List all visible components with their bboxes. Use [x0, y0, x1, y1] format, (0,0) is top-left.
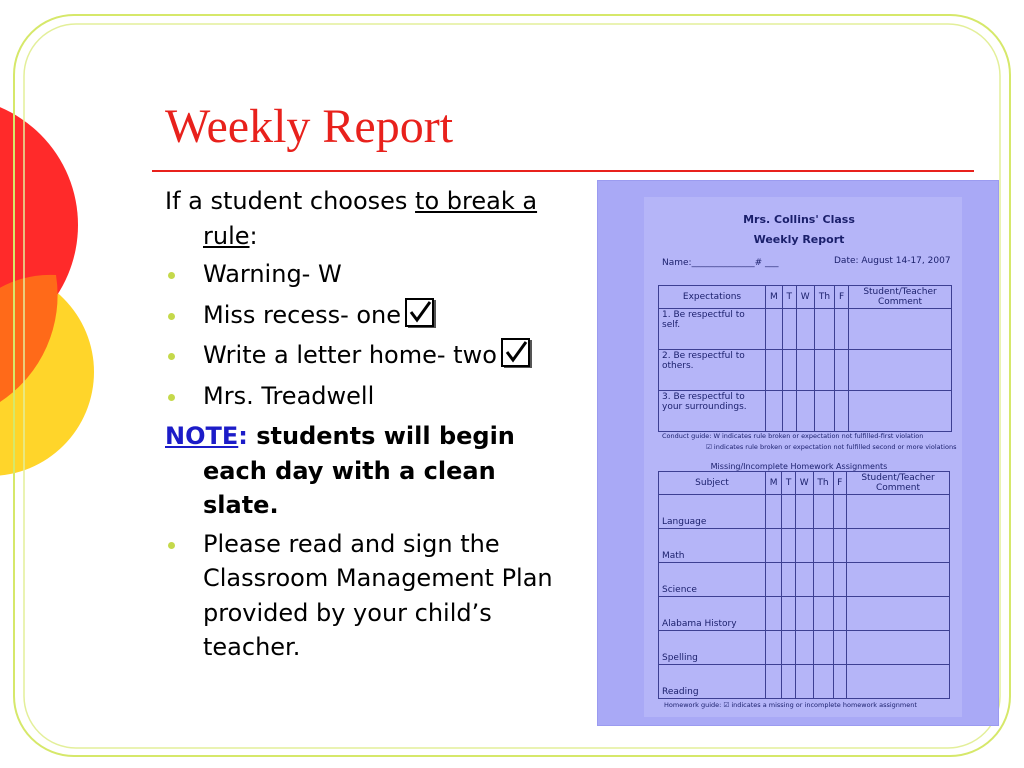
- form-class-title: Mrs. Collins' Class: [743, 213, 855, 226]
- form-name-field: Name:______________# ___: [662, 258, 779, 268]
- subject-cell: Reading: [659, 665, 766, 699]
- header-cell: W: [796, 286, 814, 309]
- table-row: [659, 631, 950, 665]
- conduct-guide: [662, 431, 956, 453]
- header-cell: F: [835, 286, 849, 309]
- checkbox-icon: [500, 338, 534, 370]
- weekly-report-form-image: [597, 180, 999, 726]
- bullet-miss-recess: [165, 298, 555, 333]
- slide-title: Weekly Report: [165, 100, 454, 153]
- bullet-text: Write a letter home- two: [203, 341, 497, 369]
- note-label: NOTE: [165, 422, 239, 450]
- bullet-warning: [165, 257, 555, 292]
- bullet-text: Miss recess- one: [203, 300, 402, 329]
- conduct-guide-line: ☑ indicates rule broken or expectation not fulfilled second or more violations: [706, 443, 957, 451]
- header-cell: Subject: [659, 472, 766, 495]
- missing-homework-heading: Missing/Incomplete Homework Assignments: [710, 462, 888, 471]
- expectations-table: [658, 285, 952, 432]
- homework-table: [658, 471, 950, 699]
- table-row: [659, 350, 952, 391]
- header-cell: Th: [813, 472, 833, 495]
- header-cell: Student/Teacher Comment: [847, 472, 950, 495]
- form-report-title: Weekly Report: [753, 233, 845, 246]
- header-cell: F: [833, 472, 846, 495]
- header-cell: M: [766, 472, 782, 495]
- table-row: [659, 309, 952, 350]
- intro-underlined: to break a rule: [203, 187, 538, 250]
- subject-cell: Spelling: [659, 631, 766, 665]
- note-paragraph: [165, 419, 555, 523]
- header-cell: Student/Teacher Comment: [849, 286, 952, 309]
- header-cell: M: [766, 286, 783, 309]
- expectation-cell: 1. Be respectful to self.: [659, 309, 766, 350]
- header-cell: Th: [814, 286, 835, 309]
- header-cell: T: [782, 286, 796, 309]
- subject-cell: Science: [659, 563, 766, 597]
- bullet-text: Warning- W: [203, 260, 342, 288]
- table-row: [659, 665, 950, 699]
- checkbox-icon: [404, 298, 438, 330]
- subject-cell: Language: [659, 495, 766, 529]
- homework-guide: Homework guide: ☑ indicates a missing or incomplete homework assignment: [664, 701, 917, 709]
- conduct-guide-line: Conduct guide: W indicates rule broken or expectation not fulfilled-first violation: [662, 432, 924, 440]
- table-row: [659, 495, 950, 529]
- header-cell: T: [782, 472, 796, 495]
- intro-paragraph: [165, 184, 555, 253]
- bullet-text: Please read and sign the Classroom Management Plan provided by your child’s teacher.: [203, 529, 553, 661]
- note-text: students will begin each day with a clean slate.: [203, 422, 515, 519]
- expectation-cell: 3. Be respectful to your surroundings.: [659, 391, 766, 432]
- title-underline: [152, 170, 974, 172]
- table-row: [659, 597, 950, 631]
- intro-suffix: :: [249, 221, 258, 250]
- bullet-sign-plan: [165, 527, 555, 665]
- bullet-text: Mrs. Treadwell: [203, 381, 375, 410]
- note-colon: :: [238, 422, 248, 450]
- form-date-field: Date: August 14-17, 2007: [834, 256, 951, 266]
- subject-cell: Alabama History: [659, 597, 766, 631]
- table-header-row: [659, 286, 952, 309]
- table-header-row: [659, 472, 950, 495]
- table-row: [659, 529, 950, 563]
- expectation-cell: 2. Be respectful to others.: [659, 350, 766, 391]
- header-cell: W: [796, 472, 814, 495]
- bullet-letter-home: [165, 338, 555, 373]
- intro-prefix: If a student chooses: [165, 187, 416, 215]
- bullet-treadwell: [165, 379, 555, 414]
- slide-body: [165, 184, 555, 671]
- table-row: [659, 391, 952, 432]
- header-cell: Expectations: [659, 286, 766, 309]
- subject-cell: Math: [659, 529, 766, 563]
- table-row: [659, 563, 950, 597]
